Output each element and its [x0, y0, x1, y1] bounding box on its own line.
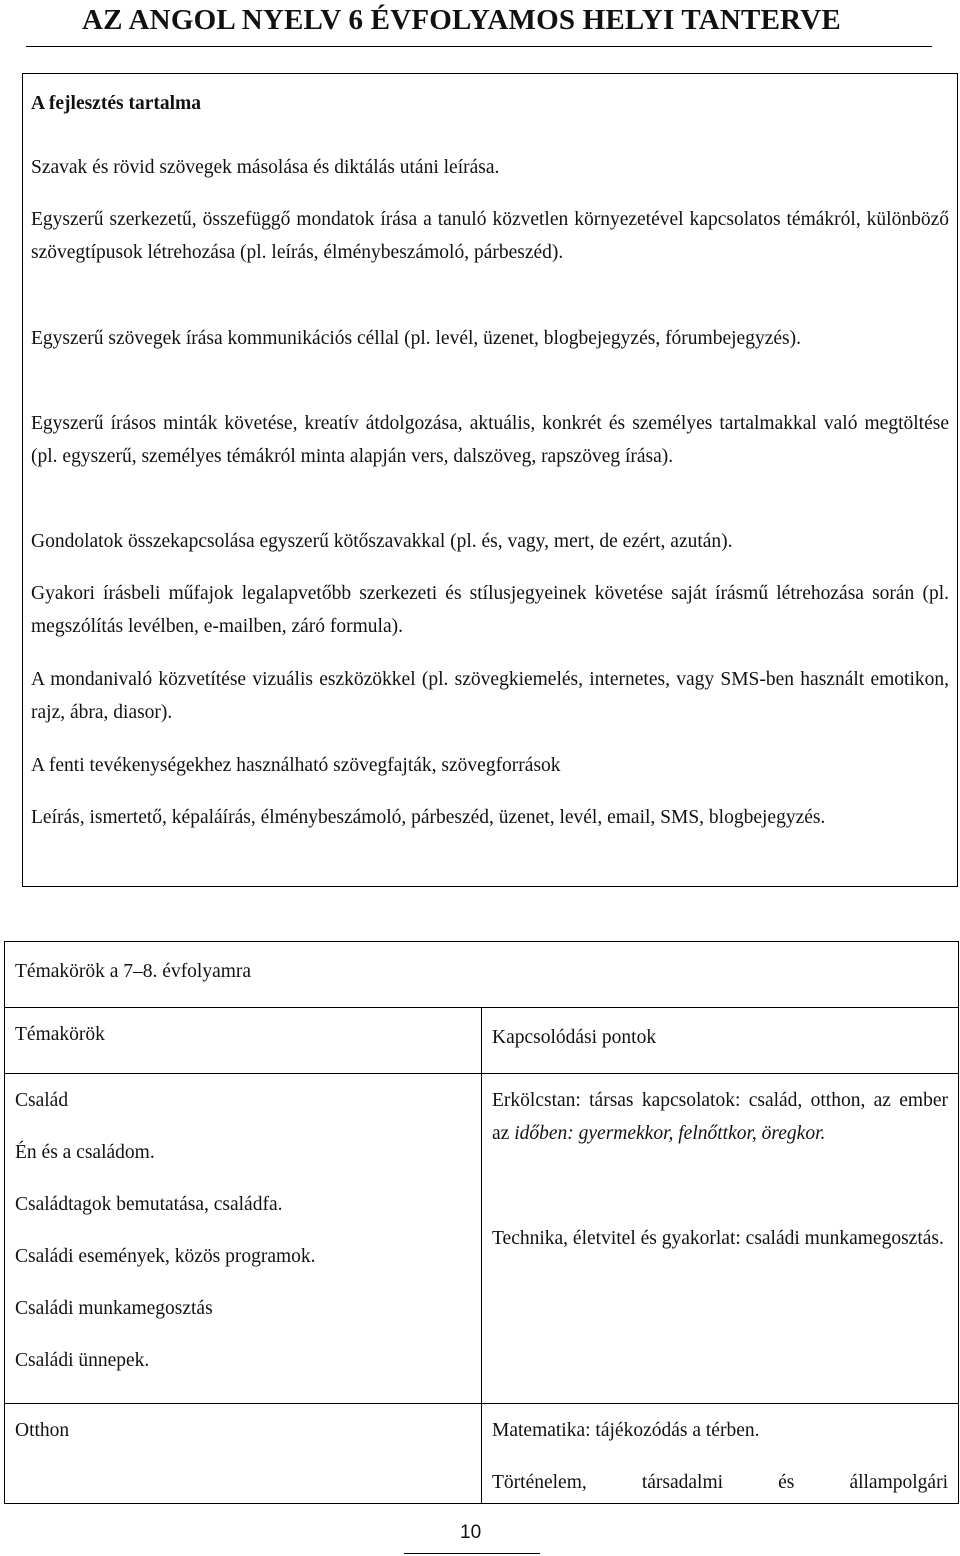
content-paragraph: A mondanivaló közvetítése vizuális eszközökkel (pl. szövegkiemelés, internetes, vagy SMS-ben használt emotikon, rajz, ábra, diasor).: [31, 669, 949, 723]
development-content-box: [22, 73, 958, 887]
topic-item: Család: [15, 1090, 69, 1111]
topic-item: Családi ünnepek.: [15, 1350, 150, 1371]
link-item-history: Történelem, társadalmi és állampolgári: [492, 1472, 948, 1493]
content-paragraph: Egyszerű szerkezetű, összefüggő mondatok írása a tanuló közvetlen környezetével kapcsolatos témákról, különböző szövegtípusok létrehozása (pl. leírás, élménybeszámoló, párbeszéd).: [31, 209, 949, 263]
topic-item: Családi események, közös programok.: [15, 1246, 316, 1267]
topic-cell-family: [5, 1074, 482, 1404]
topics-table-title: Témakörök a 7–8. évfolyamra: [5, 942, 959, 1008]
document-title: AZ ANGOL NYELV 6 ÉVFOLYAMOS HELYI TANTERVE: [82, 4, 841, 36]
content-paragraph: Gyakori írásbeli műfajok legalapvetőbb szerkezeti és stílusjegyeinek követése saját írásmű létrehozása során (pl. megszólítás levélben, e-mailben, záró formula).: [31, 583, 949, 637]
page-number: 10: [460, 1522, 482, 1543]
content-paragraph: Egyszerű írásos minták követése, kreatív átdolgozása, aktuális, konkrét és személyes tartalmakkal való megtöltése (pl. egyszerű, személyes témákról minta alapján vers, dalszöveg, rapszöveg írása).: [31, 413, 949, 467]
link-item-math: Matematika: tájékozódás a térben.: [492, 1420, 760, 1441]
link-text: Technika, életvitel és gyakorlat: családi munkamegosztás.: [492, 1228, 944, 1249]
column-header-links: Kapcsolódási pontok: [482, 1008, 959, 1074]
link-item-technology: [492, 1222, 948, 1255]
topic-cell-home: [5, 1404, 482, 1504]
topics-table: [4, 941, 959, 1504]
link-item-ethics: [492, 1084, 948, 1150]
content-paragraph: Egyszerű szövegek írása kommunikációs céllal (pl. levél, üzenet, blogbejegyzés, fórumbejegyzés).: [31, 328, 801, 349]
table-row: [5, 1404, 959, 1504]
topic-item: Én és a családom.: [15, 1142, 155, 1163]
content-paragraph: Szavak és rövid szövegek másolása és diktálás utáni leírása.: [31, 157, 500, 178]
footer-divider: [404, 1553, 540, 1554]
section-heading: A fejlesztés tartalma: [31, 93, 202, 114]
text-types-list: Leírás, ismertető, képaláírás, élménybeszámoló, párbeszéd, üzenet, levél, email, SMS, blogbejegyzés.: [31, 807, 826, 828]
page-header: [26, 0, 932, 47]
content-paragraph: Gondolatok összekapcsolása egyszerű kötőszavakkal (pl. és, vagy, mert, de ezért, azután).: [31, 531, 733, 552]
topic-item: Családtagok bemutatása, családfa.: [15, 1194, 283, 1215]
topic-item: Családi munkamegosztás: [15, 1298, 213, 1319]
link-text-italic: időben: gyermekkor, felnőttkor, öregkor.: [514, 1123, 826, 1144]
topic-item: Otthon: [15, 1420, 70, 1441]
text-types-heading: A fenti tevékenységekhez használható szövegfajták, szövegforrások: [31, 755, 561, 776]
links-cell-family: [482, 1074, 959, 1404]
link-text: Erkölcstan: társas kapcsolatok: család, otthon, az ember az: [492, 1090, 948, 1144]
links-cell-home: [482, 1404, 959, 1504]
column-header-topics: Témakörök: [5, 1008, 482, 1074]
table-row: [5, 1074, 959, 1404]
